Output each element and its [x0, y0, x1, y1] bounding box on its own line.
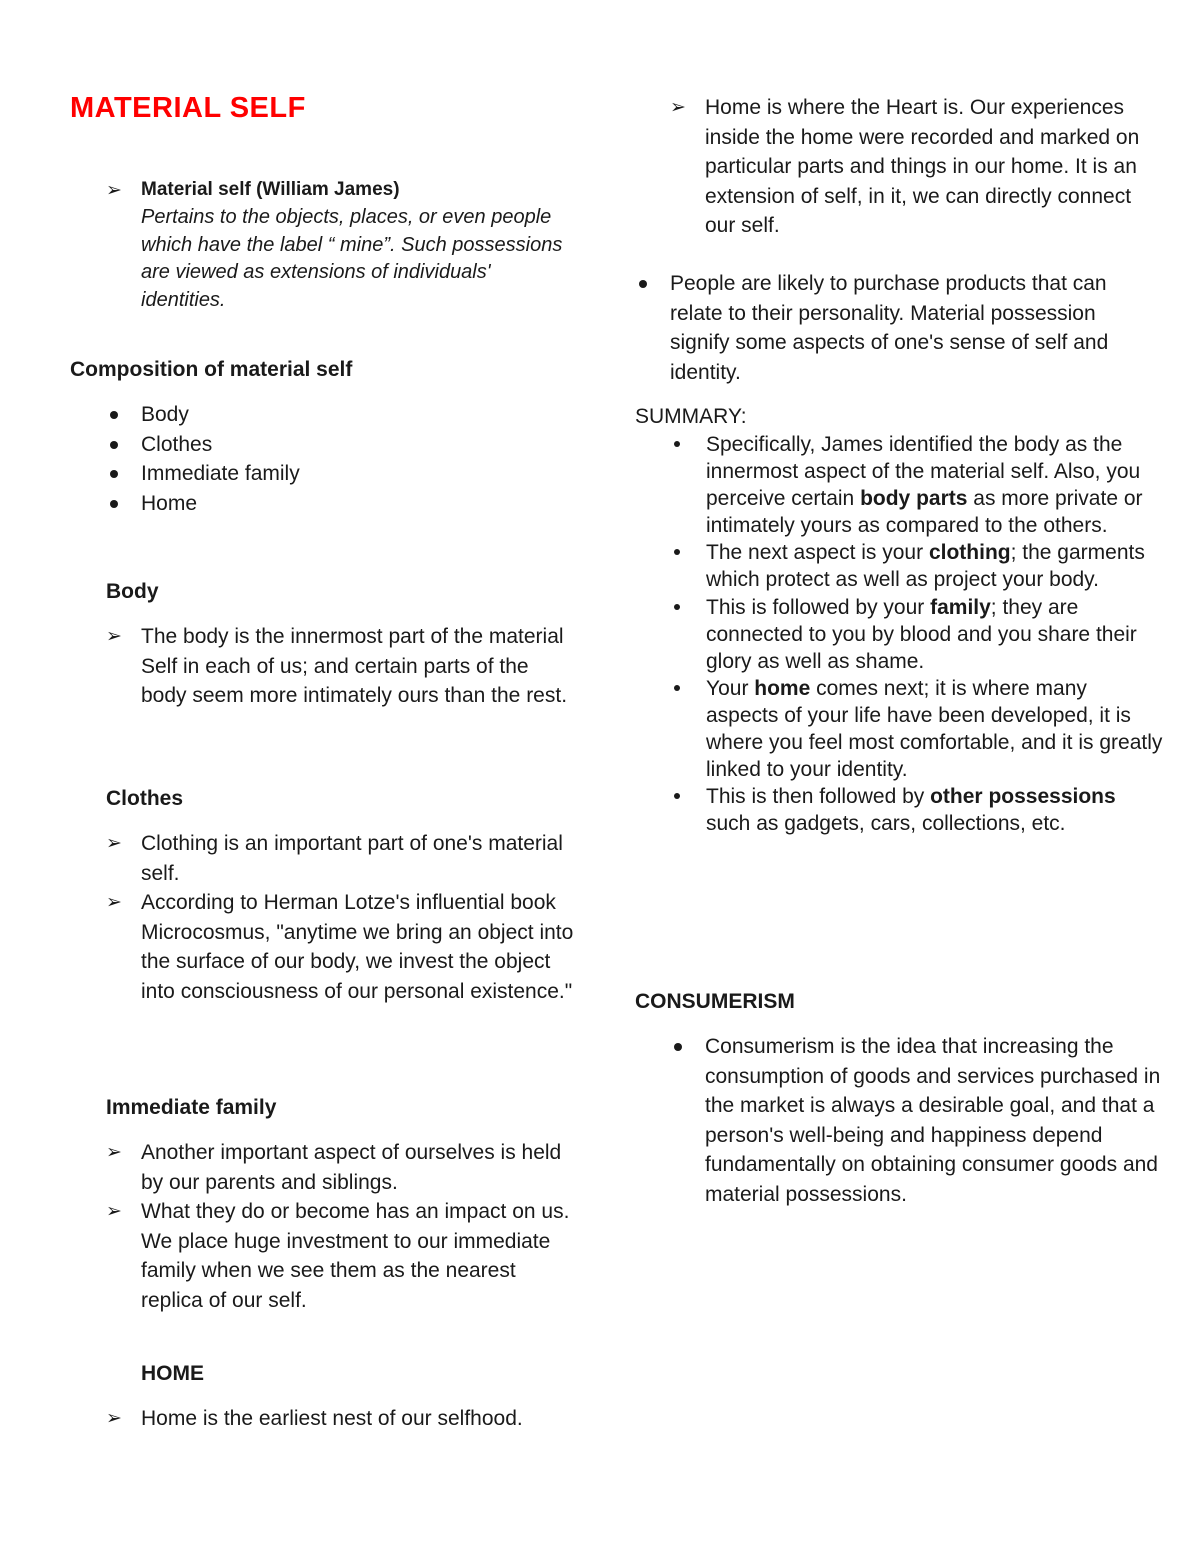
- consumerism-section: [635, 988, 1165, 1209]
- arrow-bullet-icon: ➢: [106, 892, 122, 913]
- list-item: This is then followed by other possessions such as gadgets, cars, collections, etc.: [670, 783, 1165, 837]
- arrow-bullet-icon: ➢: [106, 1408, 122, 1429]
- summary-heading: SUMMARY:: [635, 405, 747, 428]
- composition-heading: Composition of material self: [70, 358, 353, 381]
- list-item: The next aspect is your clothing; the garments which protect as well as project your body.: [670, 539, 1165, 593]
- clothes-heading: Clothes: [106, 787, 184, 810]
- bullet-icon: [674, 793, 680, 799]
- list-item: Consumerism is the idea that increasing the consumption of goods and services purchased in the market is always a desirable goal, and that a person's well-being and happiness depend fundamentally on obtaining consumer goods and material possessions.: [670, 1032, 1165, 1209]
- family-heading: Immediate family: [106, 1096, 277, 1119]
- arrow-bullet-icon: ➢: [106, 1201, 122, 1222]
- list-item: ➢ Another important aspect of ourselves is held by our parents and siblings.: [106, 1138, 576, 1197]
- list-item: This is followed by your family; they are connected to you by blood and you share their glory as well as shame.: [670, 594, 1165, 675]
- list-item: People are likely to purchase products that can relate to their personality. Material possession signify some aspects of one's sense of self and identity.: [635, 269, 1160, 387]
- intro-definition: Pertains to the objects, places, or even people which have the label “ mine”. Such possessions are viewed as extensions of individuals' identities.: [141, 206, 563, 311]
- bullet-icon: [110, 470, 118, 478]
- page-title: MATERIAL SELF: [70, 92, 306, 124]
- arrow-bullet-icon: ➢: [670, 97, 686, 118]
- list-item: Your home comes next; it is where many aspects of your life have been developed, it is where you feel most comfortable, and it is greatly linked to your identity.: [670, 675, 1165, 783]
- bullet-icon: [674, 549, 680, 555]
- summary-list: [670, 431, 1165, 837]
- body-heading: Body: [106, 580, 159, 603]
- list-item: Specifically, James identified the body as the innermost aspect of the material self. Also, you perceive certain body parts as more private or intimately yours as compared to the others.: [670, 431, 1165, 539]
- home-heading: HOME: [141, 1362, 204, 1385]
- list-item: ➢ Home is where the Heart is. Our experiences inside the home were recorded and marked on particular parts and things in our home. It is an extension of self, in it, we can directly connect our self.: [670, 93, 1160, 241]
- list-item: Body: [106, 400, 570, 430]
- arrow-bullet-icon: ➢: [106, 626, 122, 647]
- bullet-icon: [110, 500, 118, 508]
- purchase-block: [635, 269, 1160, 387]
- arrow-bullet-icon: ➢: [106, 180, 122, 201]
- body-section: [106, 578, 576, 711]
- list-item: ➢ Clothing is an important part of one's material self.: [106, 829, 576, 888]
- bullet-icon: [639, 280, 647, 288]
- arrow-bullet-icon: ➢: [106, 833, 122, 854]
- bullet-icon: [110, 411, 118, 419]
- family-section: [106, 1094, 576, 1315]
- consumerism-heading: CONSUMERISM: [635, 990, 795, 1013]
- list-item: ➢ Home is the earliest nest of our selfhood.: [106, 1404, 576, 1434]
- bullet-icon: [674, 441, 680, 447]
- intro-block: [106, 176, 576, 314]
- home-heart-block: [670, 93, 1160, 241]
- bullet-icon: [674, 1043, 682, 1051]
- summary-section: [635, 403, 1165, 837]
- list-item: ➢ According to Herman Lotze's influential book Microcosmus, "anytime we bring an object into the surface of our body, we invest the object into consciousness of our personal existence.": [106, 888, 576, 1006]
- list-item: Home: [106, 489, 570, 519]
- arrow-bullet-icon: ➢: [106, 1142, 122, 1163]
- bullet-icon: [674, 685, 680, 691]
- intro-heading: Material self (William James): [141, 179, 400, 200]
- list-item: Clothes: [106, 430, 570, 460]
- bullet-icon: [674, 604, 680, 610]
- composition-section: [70, 356, 570, 518]
- list-item: ➢ What they do or become has an impact on us. We place huge investment to our immediate family when we see them as the nearest replica of our self.: [106, 1197, 576, 1315]
- clothes-section: [106, 785, 576, 1006]
- bullet-icon: [110, 441, 118, 449]
- list-item: ➢ The body is the innermost part of the material Self in each of us; and certain parts of the body seem more intimately ours than the rest.: [106, 622, 576, 711]
- home-section: [106, 1360, 576, 1434]
- composition-list: [106, 400, 570, 518]
- list-item: Immediate family: [106, 459, 570, 489]
